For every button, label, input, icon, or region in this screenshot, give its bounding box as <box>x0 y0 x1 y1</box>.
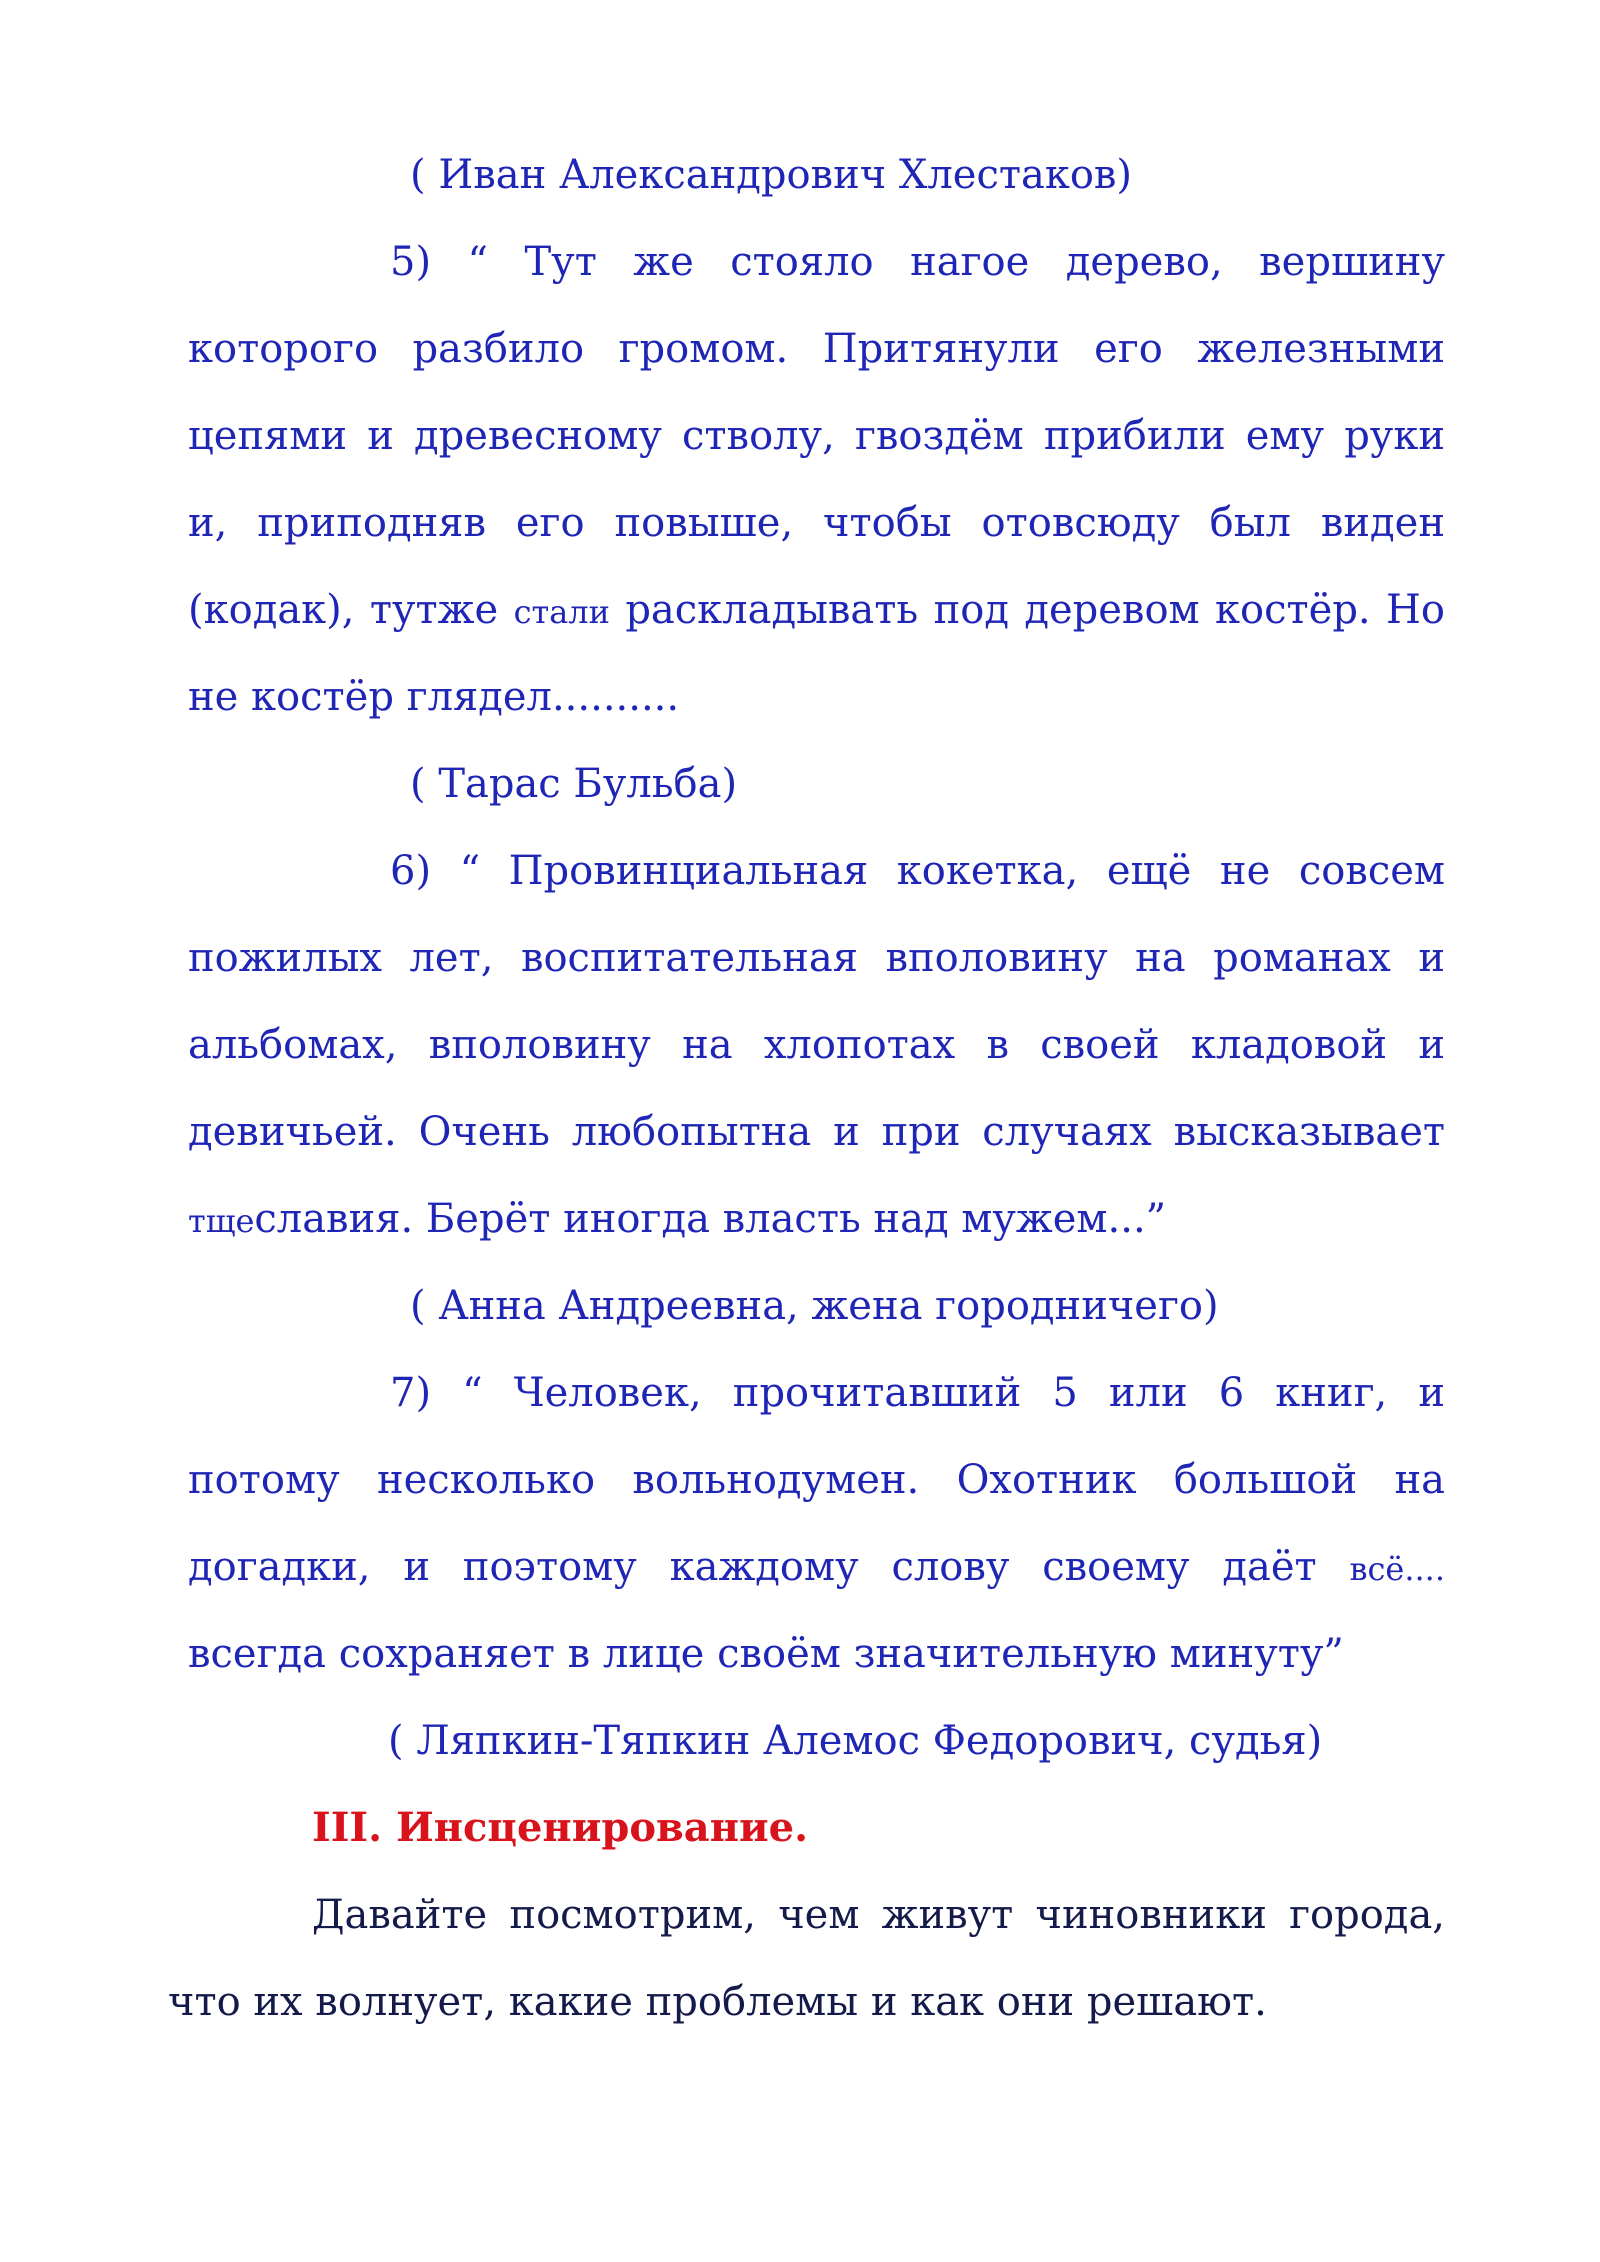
attribution-khlestakov: ( Иван Александрович Хлестаков) <box>410 152 1133 198</box>
section-line-2: что их волнует, какие проблемы и как они решают. <box>168 1979 1267 2025</box>
quote-5-line-4: и, приподняв его повыше, чтобы отовсюду был виден <box>188 500 1445 546</box>
attribution-anna-andreevna: ( Анна Андреевна, жена городничего) <box>410 1283 1219 1329</box>
quote-5-line-3: цепями и древесному стволу, гвоздём прибили ему руки <box>188 413 1445 459</box>
quote-6-line-3: альбомах, вполовину на хлопотах в своей кладовой и <box>188 1022 1445 1068</box>
quote-7-line-2: потому несколько вольнодумен. Охотник большой на <box>188 1457 1445 1503</box>
section-line-1: Давайте посмотрим, чем живут чиновники города, <box>312 1892 1445 1938</box>
quote-5-line-5: (кодак), тутже стали раскладывать под деревом костёр. Но <box>188 587 1445 633</box>
quote-6-line-5: тщеславия. Берёт иногда власть над мужем...” <box>188 1196 1167 1242</box>
quote-6-line-4: девичьей. Очень любопытна и при случаях высказывает <box>188 1109 1445 1155</box>
quote-7-line-3: догадки, и поэтому каждому слову своему даёт всё.... <box>188 1544 1445 1590</box>
attribution-lyapkin-tyapkin: ( Ляпкин-Тяпкин Алемос Федорович, судья) <box>388 1718 1323 1764</box>
section-heading: III. Инсценирование. <box>312 1804 809 1851</box>
quote-6-line-1: 6) “ Провинциальная кокетка, ещё не совсем <box>390 848 1445 894</box>
attribution-taras-bulba: ( Тарас Бульба) <box>410 761 738 807</box>
quote-7-line-4: всегда сохраняет в лице своём значительную минуту” <box>188 1631 1344 1677</box>
quote-number: 6) <box>390 848 432 894</box>
quote-number: 7) <box>390 1370 432 1416</box>
quote-6-line-2: пожилых лет, воспитательная вполовину на романах и <box>188 935 1445 981</box>
quote-5-line-6: не костёр глядел.......... <box>188 674 680 720</box>
quote-5-line-1: 5) “ Тут же стояло нагое дерево, вершину <box>390 239 1445 285</box>
quote-5-line-2: которого разбило громом. Притянули его железными <box>188 326 1445 372</box>
quote-number: 5) <box>390 239 432 285</box>
quote-7-line-1: 7) “ Человек, прочитавший 5 или 6 книг, и <box>390 1370 1445 1416</box>
